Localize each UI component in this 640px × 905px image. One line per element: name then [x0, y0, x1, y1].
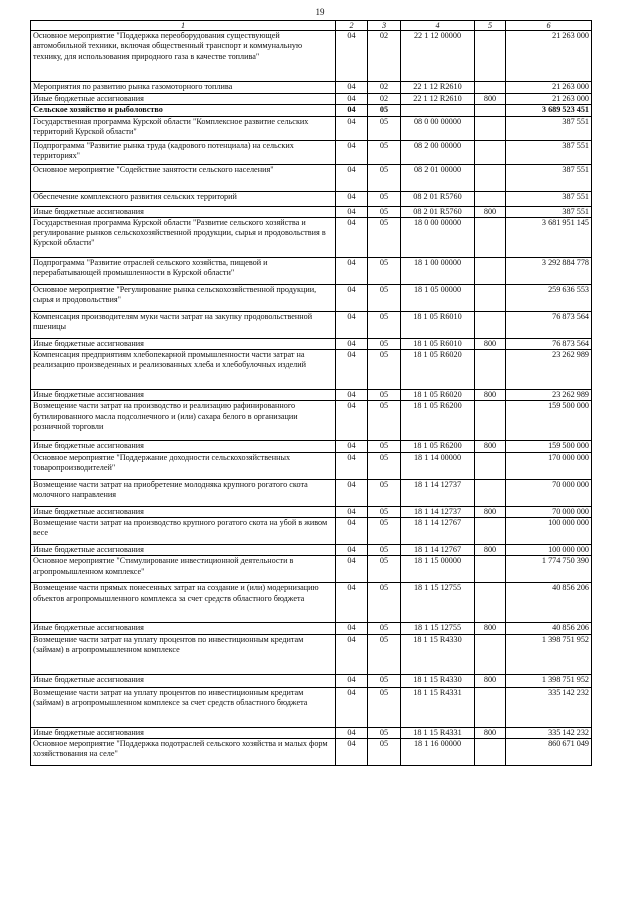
row-name-cell: Возмещение части затрат на производство крупного рогатого скота на убой в живом весе: [31, 518, 336, 545]
row-subsection-cell: 05: [368, 674, 401, 687]
table-row: [31, 338, 592, 349]
row-subsection-cell: 02: [368, 94, 401, 105]
row-subsection-cell: 05: [368, 545, 401, 556]
row-section-cell: 04: [336, 338, 368, 349]
row-expense-type-cell: [475, 401, 506, 441]
row-section-cell: 04: [336, 634, 368, 674]
page-number: 19: [315, 7, 325, 17]
table-row: [31, 140, 592, 164]
row-amount-cell: 170 000 000: [506, 452, 592, 479]
row-amount-cell: 70 000 000: [506, 506, 592, 517]
row-name-cell: Иные бюджетные ассигнования: [31, 506, 336, 517]
row-target-article-cell: 22 1 12 R2610: [401, 94, 475, 105]
row-name-cell: Основное мероприятие "Поддержка подотраслей сельского хозяйства и малых форм хозяйствования на селе": [31, 738, 336, 765]
row-target-article-cell: 08 2 01 R5760: [401, 191, 475, 206]
row-section-cell: 04: [336, 441, 368, 452]
row-subsection-cell: 05: [368, 623, 401, 634]
row-section-cell: 04: [336, 191, 368, 206]
row-name-cell: Государственная программа Курской области "Развитие сельского хозяйства и регулирование рынков сельскохозяйственной продукции, сырья и продовольствия в Курской области": [31, 217, 336, 257]
row-expense-type-cell: [475, 311, 506, 338]
row-section-cell: 04: [336, 390, 368, 401]
row-amount-cell: 3 681 951 145: [506, 217, 592, 257]
budget-table: [30, 20, 592, 766]
row-target-article-cell: 18 1 14 12737: [401, 479, 475, 506]
row-subsection-cell: 05: [368, 191, 401, 206]
row-subsection-cell: 05: [368, 350, 401, 390]
row-amount-cell: 860 671 049: [506, 738, 592, 765]
table-row: [31, 545, 592, 556]
row-section-cell: 04: [336, 518, 368, 545]
row-name-cell: Основное мероприятие "Поддержание доходности сельскохозяйственных товаропроизводителей": [31, 452, 336, 479]
row-subsection-cell: 05: [368, 738, 401, 765]
row-amount-cell: 21 263 000: [506, 94, 592, 105]
header-col-expense-type: 5: [475, 21, 506, 31]
row-section-cell: 04: [336, 674, 368, 687]
row-target-article-cell: 18 1 15 12755: [401, 583, 475, 623]
row-expense-type-cell: 800: [475, 94, 506, 105]
row-expense-type-cell: [475, 556, 506, 583]
row-subsection-cell: 05: [368, 284, 401, 311]
row-amount-cell: 76 873 564: [506, 311, 592, 338]
row-subsection-cell: 05: [368, 634, 401, 674]
row-expense-type-cell: [475, 140, 506, 164]
row-name-cell: Основное мероприятие "Содействие занятости сельского населения": [31, 164, 336, 191]
row-section-cell: 04: [336, 82, 368, 94]
row-amount-cell: 1 398 751 952: [506, 634, 592, 674]
row-expense-type-cell: [475, 164, 506, 191]
table-row: [31, 441, 592, 452]
row-section-cell: 04: [336, 217, 368, 257]
row-name-cell: Иные бюджетные ассигнования: [31, 94, 336, 105]
row-expense-type-cell: 800: [475, 623, 506, 634]
row-target-article-cell: 08 0 00 00000: [401, 116, 475, 140]
table-row: [31, 390, 592, 401]
row-subsection-cell: 05: [368, 217, 401, 257]
row-target-article-cell: 18 1 05 R6010: [401, 338, 475, 349]
row-subsection-cell: 05: [368, 105, 401, 116]
row-target-article-cell: 18 1 05 00000: [401, 284, 475, 311]
row-amount-cell: 159 500 000: [506, 441, 592, 452]
row-amount-cell: 387 551: [506, 191, 592, 206]
row-expense-type-cell: 800: [475, 206, 506, 217]
table-row: [31, 452, 592, 479]
row-amount-cell: 100 000 000: [506, 518, 592, 545]
table-row: [31, 31, 592, 82]
row-subsection-cell: 05: [368, 479, 401, 506]
row-subsection-cell: 05: [368, 116, 401, 140]
row-expense-type-cell: 800: [475, 674, 506, 687]
row-amount-cell: 40 856 206: [506, 623, 592, 634]
table-row: [31, 311, 592, 338]
row-target-article-cell: 18 1 15 R4331: [401, 687, 475, 727]
header-col-name: 1: [31, 21, 336, 31]
row-name-cell: Компенсация производителям муки части затрат на закупку продовольственной пшеницы: [31, 311, 336, 338]
row-section-cell: 04: [336, 94, 368, 105]
row-name-cell: Иные бюджетные ассигнования: [31, 206, 336, 217]
row-amount-cell: 3 689 523 451: [506, 105, 592, 116]
table-row: [31, 583, 592, 623]
row-expense-type-cell: [475, 191, 506, 206]
table-row: [31, 206, 592, 217]
row-target-article-cell: 08 2 01 R5760: [401, 206, 475, 217]
row-target-article-cell: [401, 105, 475, 116]
header-col-section: 2: [336, 21, 368, 31]
row-target-article-cell: 18 1 14 12767: [401, 518, 475, 545]
table-row: [31, 164, 592, 191]
row-expense-type-cell: [475, 452, 506, 479]
row-target-article-cell: 18 1 15 R4331: [401, 727, 475, 738]
row-amount-cell: 100 000 000: [506, 545, 592, 556]
row-section-cell: 04: [336, 623, 368, 634]
table-row: [31, 217, 592, 257]
row-target-article-cell: 18 1 15 R4330: [401, 634, 475, 674]
row-target-article-cell: 22 1 12 00000: [401, 31, 475, 82]
row-amount-cell: 259 636 553: [506, 284, 592, 311]
row-section-cell: 04: [336, 140, 368, 164]
row-target-article-cell: 18 1 14 12737: [401, 506, 475, 517]
row-subsection-cell: 05: [368, 556, 401, 583]
row-expense-type-cell: [475, 105, 506, 116]
row-target-article-cell: 18 1 05 R6200: [401, 441, 475, 452]
row-expense-type-cell: [475, 479, 506, 506]
row-name-cell: Иные бюджетные ассигнования: [31, 623, 336, 634]
table-row: [31, 687, 592, 727]
row-name-cell: Основное мероприятие "Регулирование рынка сельскохозяйственной продукции, сырья и продовольствия": [31, 284, 336, 311]
row-target-article-cell: 18 1 15 R4330: [401, 674, 475, 687]
row-name-cell: Обеспечение комплексного развития сельских территорий: [31, 191, 336, 206]
row-amount-cell: 387 551: [506, 140, 592, 164]
row-expense-type-cell: 800: [475, 390, 506, 401]
row-target-article-cell: 18 1 05 R6020: [401, 390, 475, 401]
row-name-cell: Возмещение части затрат на производство и реализацию рафинированного бутилированного масла подсолнечного и (или) сахара белого в организации розничной торговли: [31, 401, 336, 441]
row-expense-type-cell: [475, 518, 506, 545]
row-section-cell: 04: [336, 738, 368, 765]
table-row: [31, 738, 592, 765]
table-row: [31, 116, 592, 140]
table-row: [31, 94, 592, 105]
row-subsection-cell: 05: [368, 338, 401, 349]
header-col-target-article: 4: [401, 21, 475, 31]
row-expense-type-cell: [475, 217, 506, 257]
row-expense-type-cell: 800: [475, 545, 506, 556]
table-body: [31, 31, 592, 766]
row-amount-cell: 387 551: [506, 164, 592, 191]
row-amount-cell: 76 873 564: [506, 338, 592, 349]
row-subsection-cell: 05: [368, 401, 401, 441]
row-amount-cell: 3 292 884 778: [506, 257, 592, 284]
row-subsection-cell: 02: [368, 31, 401, 82]
row-amount-cell: 23 262 989: [506, 390, 592, 401]
row-section-cell: 04: [336, 31, 368, 82]
row-section-cell: 04: [336, 479, 368, 506]
row-name-cell: Иные бюджетные ассигнования: [31, 545, 336, 556]
row-section-cell: 04: [336, 687, 368, 727]
row-subsection-cell: 05: [368, 583, 401, 623]
table-row: [31, 674, 592, 687]
table-row: [31, 634, 592, 674]
row-expense-type-cell: [475, 687, 506, 727]
table-row: [31, 257, 592, 284]
row-name-cell: Основное мероприятие "Поддержка переоборудования существующей автомобильной техники, включая общественный транспорт и коммунальную технику, для использования природного газа в качестве топлива": [31, 31, 336, 82]
row-section-cell: 04: [336, 164, 368, 191]
row-subsection-cell: 05: [368, 257, 401, 284]
row-expense-type-cell: [475, 350, 506, 390]
row-target-article-cell: 18 1 14 00000: [401, 452, 475, 479]
row-subsection-cell: 05: [368, 518, 401, 545]
row-target-article-cell: 18 1 14 12767: [401, 545, 475, 556]
row-amount-cell: 70 000 000: [506, 479, 592, 506]
row-name-cell: Иные бюджетные ассигнования: [31, 338, 336, 349]
row-target-article-cell: 18 1 05 R6010: [401, 311, 475, 338]
row-target-article-cell: 18 1 05 R6020: [401, 350, 475, 390]
row-subsection-cell: 05: [368, 164, 401, 191]
row-amount-cell: 21 263 000: [506, 31, 592, 82]
table-row: [31, 82, 592, 94]
header-col-amount: 6: [506, 21, 592, 31]
row-expense-type-cell: 800: [475, 338, 506, 349]
row-section-cell: 04: [336, 556, 368, 583]
row-target-article-cell: 08 2 01 00000: [401, 164, 475, 191]
table-row: [31, 518, 592, 545]
table-row: [31, 191, 592, 206]
row-expense-type-cell: [475, 257, 506, 284]
row-section-cell: 04: [336, 116, 368, 140]
row-target-article-cell: 18 1 16 00000: [401, 738, 475, 765]
table-row: [31, 105, 592, 116]
row-section-cell: 04: [336, 350, 368, 390]
row-section-cell: 04: [336, 545, 368, 556]
row-name-cell: Подпрограмма "Развитие рынка труда (кадрового потенциала) на сельских территориях": [31, 140, 336, 164]
row-expense-type-cell: 800: [475, 727, 506, 738]
row-name-cell: Иные бюджетные ассигнования: [31, 674, 336, 687]
row-section-cell: 04: [336, 206, 368, 217]
row-name-cell: Государственная программа Курской области "Комплексное развитие сельских территорий Курской области": [31, 116, 336, 140]
row-target-article-cell: 18 0 00 00000: [401, 217, 475, 257]
row-section-cell: 04: [336, 311, 368, 338]
row-section-cell: 04: [336, 506, 368, 517]
row-subsection-cell: 05: [368, 311, 401, 338]
table-row: [31, 727, 592, 738]
row-subsection-cell: 05: [368, 441, 401, 452]
row-subsection-cell: 05: [368, 452, 401, 479]
table-row: [31, 350, 592, 390]
row-expense-type-cell: 800: [475, 441, 506, 452]
table-row: [31, 506, 592, 517]
row-subsection-cell: 05: [368, 687, 401, 727]
row-name-cell: Иные бюджетные ассигнования: [31, 390, 336, 401]
row-name-cell: Основное мероприятие "Стимулирование инвестиционной деятельности в агропромышленном комплексе": [31, 556, 336, 583]
row-name-cell: Мероприятия по развитию рынка газомоторного топлива: [31, 82, 336, 94]
row-subsection-cell: 02: [368, 82, 401, 94]
row-expense-type-cell: [475, 583, 506, 623]
row-section-cell: 04: [336, 452, 368, 479]
row-subsection-cell: 05: [368, 206, 401, 217]
row-name-cell: Возмещение части затрат на приобретение молодняка крупного рогатого скота молочного направления: [31, 479, 336, 506]
row-amount-cell: 1 398 751 952: [506, 674, 592, 687]
row-name-cell: Возмещение части прямых понесенных затрат на создание и (или) модернизацию объектов агропромышленного комплекса за счет средств областного бюджета: [31, 583, 336, 623]
row-target-article-cell: 18 1 15 12755: [401, 623, 475, 634]
row-section-cell: 04: [336, 257, 368, 284]
table-row: [31, 623, 592, 634]
row-amount-cell: 387 551: [506, 116, 592, 140]
row-name-cell: Подпрограмма "Развитие отраслей сельского хозяйства, пищевой и перерабатывающей промышленности в Курской области": [31, 257, 336, 284]
row-target-article-cell: 18 1 05 R6200: [401, 401, 475, 441]
row-name-cell: Компенсация предприятиям хлебопекарной промышленности части затрат на реализацию произведенных и реализованных хлеба и хлебобулочных изделий: [31, 350, 336, 390]
row-subsection-cell: 05: [368, 506, 401, 517]
row-name-cell: Иные бюджетные ассигнования: [31, 441, 336, 452]
row-name-cell: Иные бюджетные ассигнования: [31, 727, 336, 738]
row-amount-cell: 159 500 000: [506, 401, 592, 441]
row-amount-cell: 387 551: [506, 206, 592, 217]
table-row: [31, 284, 592, 311]
row-section-cell: 04: [336, 401, 368, 441]
row-target-article-cell: 18 1 00 00000: [401, 257, 475, 284]
row-section-cell: 04: [336, 727, 368, 738]
row-expense-type-cell: [475, 738, 506, 765]
row-target-article-cell: 08 2 00 00000: [401, 140, 475, 164]
row-name-cell: Сельское хозяйство и рыболовство: [31, 105, 336, 116]
row-name-cell: Возмещение части затрат на уплату процентов по инвестиционным кредитам (займам) в агропромышленном комплексе: [31, 634, 336, 674]
row-amount-cell: 40 856 206: [506, 583, 592, 623]
header-col-subsection: 3: [368, 21, 401, 31]
row-section-cell: 04: [336, 105, 368, 116]
row-target-article-cell: 18 1 15 00000: [401, 556, 475, 583]
row-expense-type-cell: [475, 116, 506, 140]
table-row: [31, 401, 592, 441]
row-name-cell: Возмещение части затрат на уплату процентов по инвестиционным кредитам (займам) в агропромышленном комплексе за счет средств областного бюджета: [31, 687, 336, 727]
row-expense-type-cell: [475, 284, 506, 311]
row-expense-type-cell: [475, 82, 506, 94]
row-section-cell: 04: [336, 284, 368, 311]
row-amount-cell: 335 142 232: [506, 687, 592, 727]
row-subsection-cell: 05: [368, 390, 401, 401]
row-subsection-cell: 05: [368, 727, 401, 738]
row-subsection-cell: 05: [368, 140, 401, 164]
row-amount-cell: 1 774 750 390: [506, 556, 592, 583]
row-expense-type-cell: 800: [475, 506, 506, 517]
table-header-row: [31, 21, 592, 31]
row-amount-cell: 335 142 232: [506, 727, 592, 738]
row-target-article-cell: 22 1 12 R2610: [401, 82, 475, 94]
row-expense-type-cell: [475, 31, 506, 82]
row-amount-cell: 21 263 000: [506, 82, 592, 94]
table-row: [31, 556, 592, 583]
row-expense-type-cell: [475, 634, 506, 674]
row-section-cell: 04: [336, 583, 368, 623]
table-row: [31, 479, 592, 506]
row-amount-cell: 23 262 989: [506, 350, 592, 390]
